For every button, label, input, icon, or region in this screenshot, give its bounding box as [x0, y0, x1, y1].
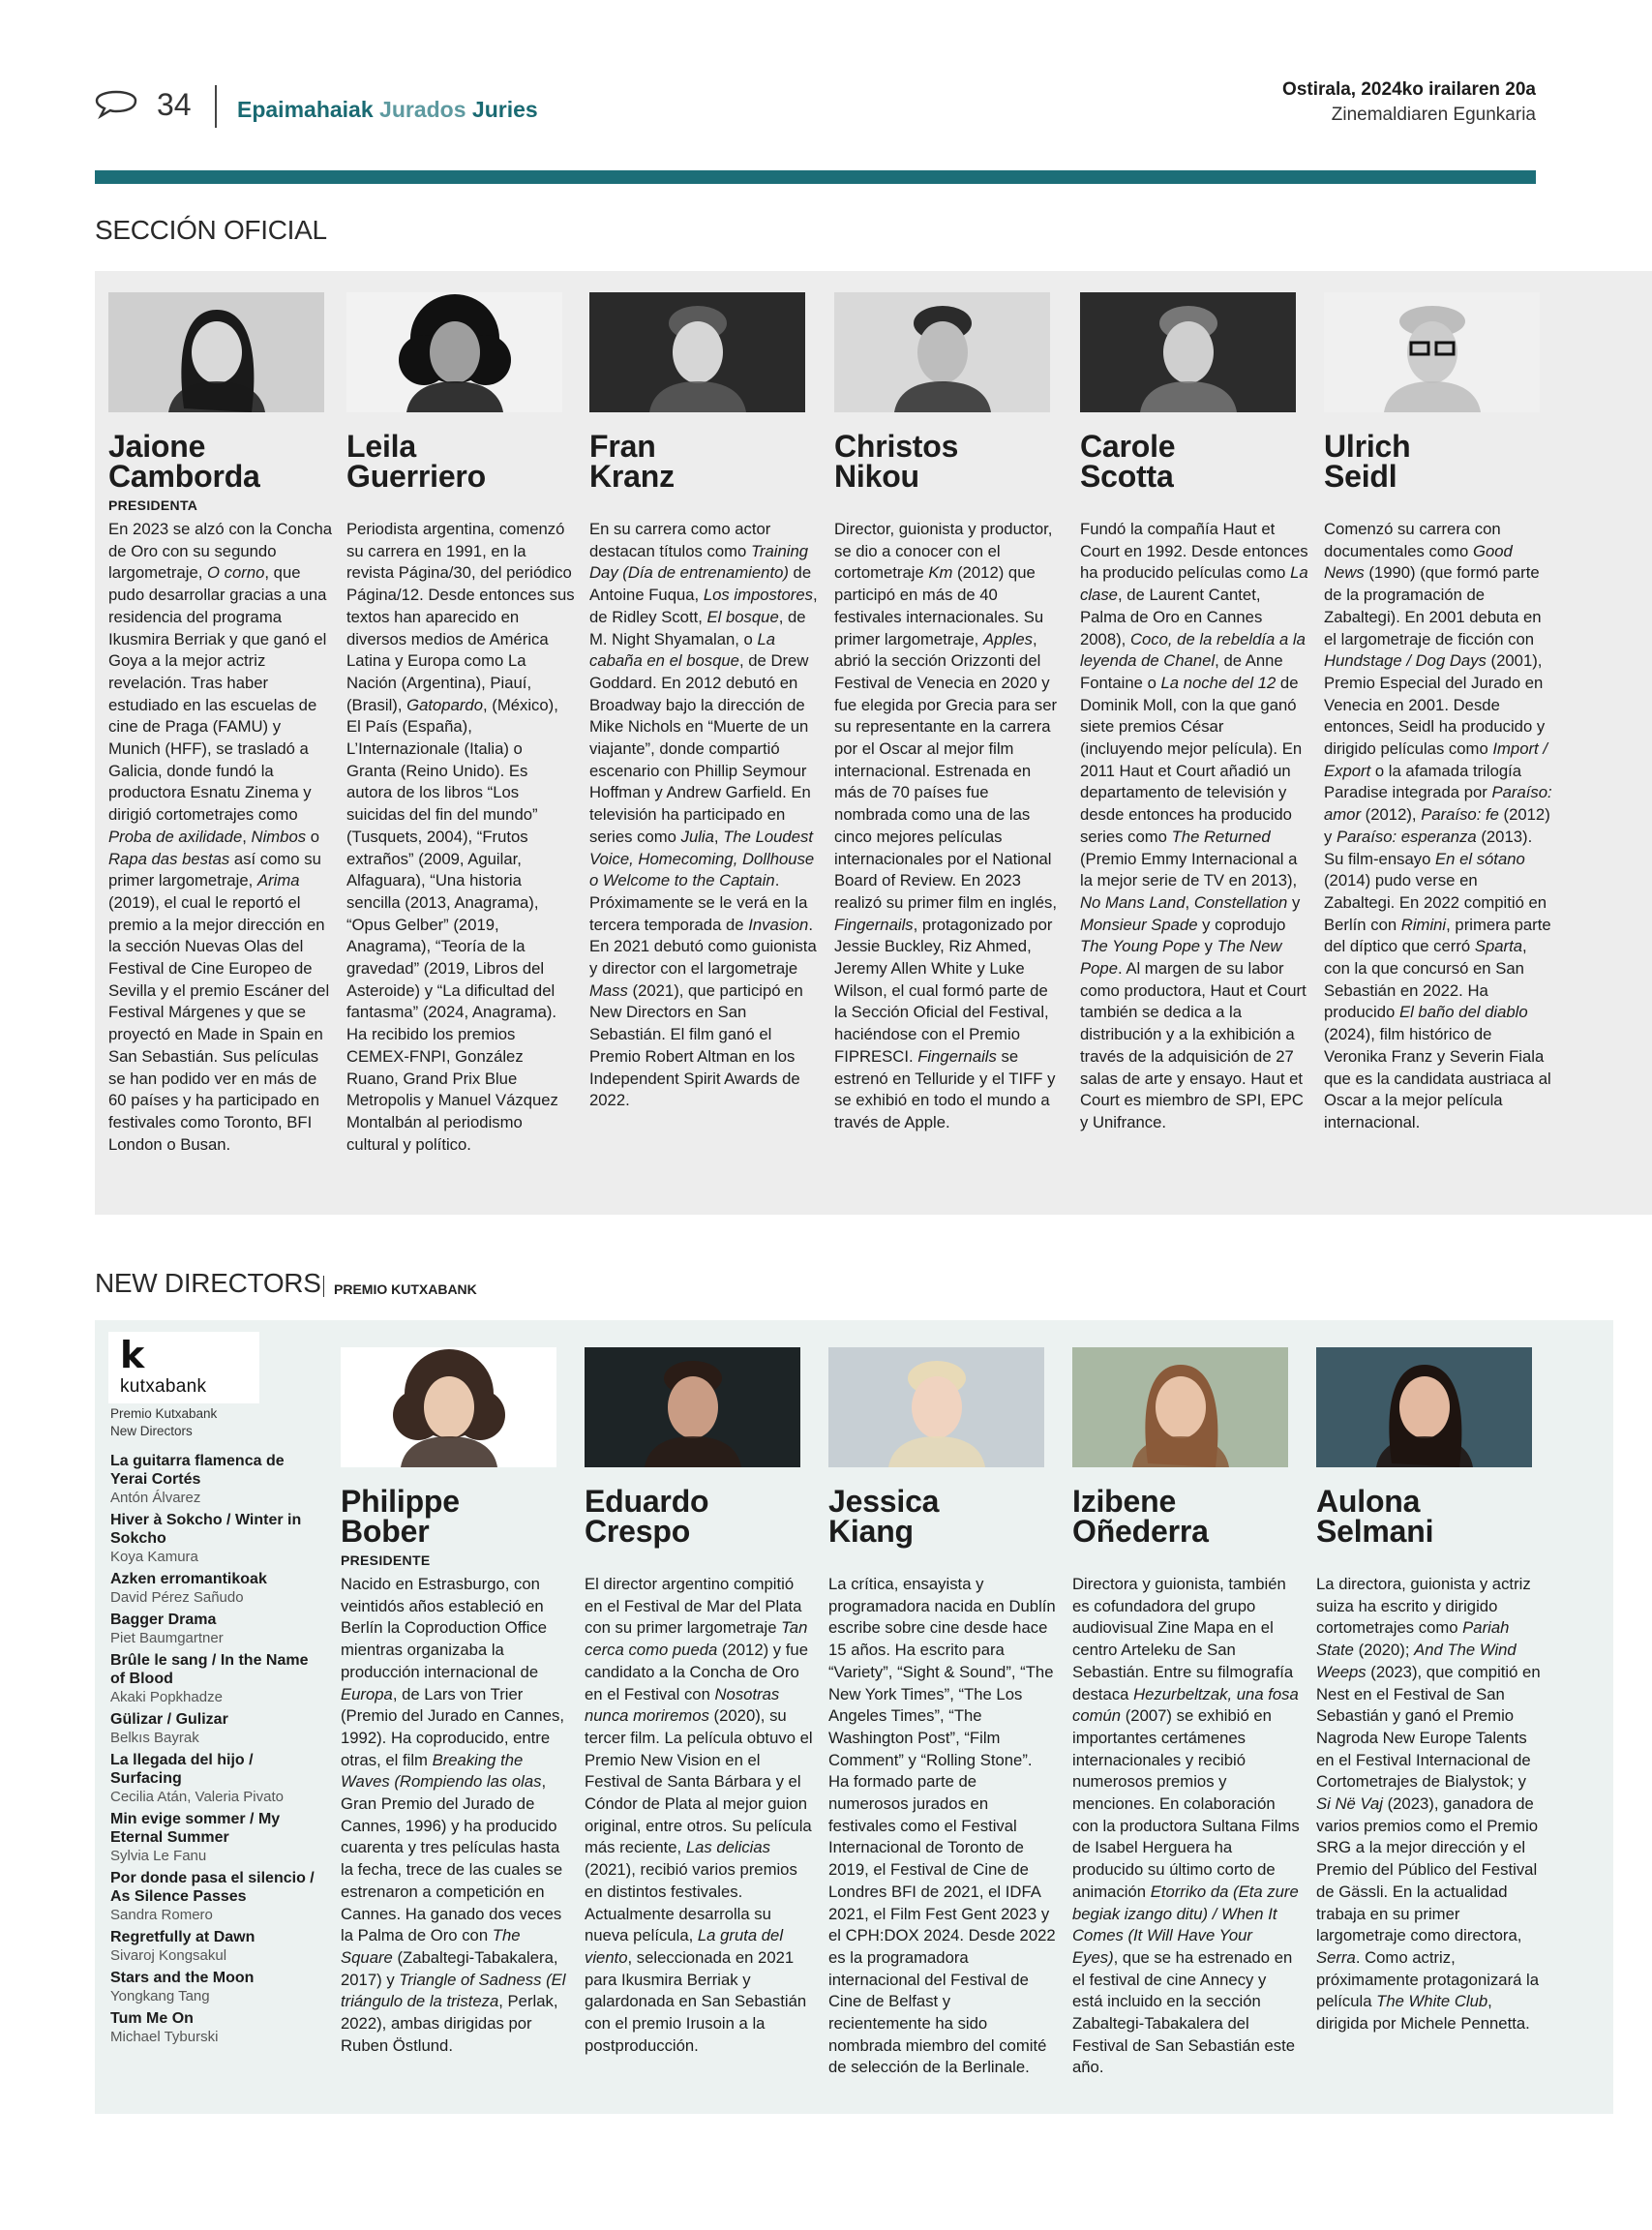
juror-card-kiang	[828, 1347, 1057, 2079]
juror-last-name: Seidl	[1324, 459, 1397, 494]
juror-last-name: Scotta	[1080, 459, 1174, 494]
juror-role: PRESIDENTE	[341, 1552, 431, 1568]
film-director: Sandra Romero	[110, 1907, 213, 1923]
film-director: Sivaroj Kongsakul	[110, 1947, 227, 1964]
juror-bio: El director argentino compitió en el Festival de Mar del Plata con su primer largometraje Tan cerca como pueda (2012) y fue candidato a la Concha de Oro en el Festival con Nosotras nunca moriremos (2020), su tercer film. La película obtuvo el Premio New Vision en el Festival de Santa Bárbara y el Cóndor de Plata al mejor guion original, entre otros. Su película más reciente, Las delicias (2021), recibió varios premios en distintos festivales. Actualmente desarrolla su nueva película, La gruta del viento, seleccionada en 2021 para Ikusmira Berriak y galardonada en San Sebastián con el premio Irusoin a la postproducción.	[585, 1575, 813, 2055]
kutxabank-k-icon: k	[120, 1334, 145, 1376]
juror-photo	[1316, 1347, 1532, 1467]
juror-last-name: Guerriero	[346, 459, 487, 494]
film-title: Bagger Drama	[110, 1612, 217, 1628]
juror-photo	[1072, 1347, 1288, 1467]
juror-photo	[1324, 292, 1540, 412]
portrait-photo	[346, 292, 562, 412]
film-item	[110, 1570, 318, 1607]
juror-bio: Fundó la compañía Haut et Court en 1992. Desde entonces ha producido películas como La clase, de Laurent Cantet, Palma de Oro en Cannes 2008), Coco, de la rebeldía a la leyenda de Chanel, de Anne Fontaine o La noche del 12 de Dominik Moll, con la que ganó siete premios César (incluyendo mejor película). En 2011 Haut et Court añadió un departamento de televisión y desde entonces ha producido series como The Returned (Premio Emmy Internacional a la mejor serie de TV en 2013), No Mans Land, Constellation y Monsieur Spade y coprodujo The Young Pope y The New Pope. Al margen de su labor como productora, Haut et Court también se dedica a la distribución y a la exhibición a través de la adquisición de 27 salas de arte y ensayo. Haut et Court es miembro de SPI, EPC y Unifrance.	[1080, 520, 1308, 1131]
juror-first-name: Jaione	[108, 429, 206, 464]
section-label-en: Juries	[471, 97, 538, 122]
film-title: Regretfully at Dawn	[110, 1929, 255, 1945]
juror-card-guerriero	[346, 292, 575, 1156]
juror-bio: En 2023 se alzó con la Concha de Oro con su segundo largometraje, O corno, que pudo desarrollar gracias a una residencia del programa Ikusmira Berriak y que ganó el Goya a la mejor actriz revelación. Tras haber estudiado en las escuelas de cine de Praga (FAMU) y Munich (HFF), se trasladó a Galicia, donde fundó la productora Esnatu Zinema y dirigió cortometrajes como Proba de axilidade, Nimbos o Rapa das bestas así como su primer largometraje, Arima (2019), el cual le reportó el premio a la mejor dirección en la sección Nuevas Olas del Festival de Cine Europeo de Sevilla y el premio Escáner del Festival Márgenes y que se proyectó en Made in Spain en San Sebastián. Sus películas se han podido ver en más de 60 países y ha participado en festivales como Toronto, BFI London o Busan.	[108, 520, 333, 1154]
juror-first-name: Jessica	[828, 1484, 940, 1519]
issue-date: Ostirala, 2024ko irailaren 20a	[1282, 79, 1536, 100]
sponsor-caption-line-1: Premio Kutxabank	[110, 1406, 218, 1421]
juror-name	[1080, 429, 1308, 494]
new-directors-title: NEW DIRECTORS	[95, 1268, 321, 1298]
juror-last-name: Selmani	[1316, 1514, 1434, 1549]
new-directors-separator	[323, 1276, 324, 1297]
juror-name	[828, 1484, 1057, 1549]
juror-photo	[834, 292, 1050, 412]
juror-photo	[828, 1347, 1044, 1467]
juror-first-name: Christos	[834, 429, 959, 464]
portrait-photo	[834, 292, 1050, 412]
film-item	[110, 1710, 318, 1747]
juror-first-name: Fran	[589, 429, 656, 464]
page-number: 34	[157, 87, 192, 122]
juror-bio: La crítica, ensayista y programadora nacida en Dublín escribe sobre cine desde hace 15 años. Ha escrito para “Variety”, “Sight & Sound”, “The New York Times”, “The Los Angeles Times”, “The Washington Post”, “Film Comment” y “Rolling Stone”. Ha formado parte de numerosos jurados en festivales como el Festival Internacional de Toronto de 2019, el Festival de Cine de Londres BFI de 2021, el IDFA 2021, el Film Fest Gent 2023 y el CPH:DOX 2024. Desde 2022 es la programadora internacional del Festival de Cine de Belfast y recientemente ha sido nombrada miembro del comité de selección de la Berlinale.	[828, 1575, 1056, 2077]
film-title: Stars and the Moon	[110, 1970, 255, 1986]
section-label-es: Jurados	[379, 97, 466, 122]
juror-card-seidl	[1324, 292, 1552, 1134]
juror-last-name: Kiang	[828, 1514, 914, 1549]
film-item	[110, 1928, 318, 1965]
portrait-photo	[589, 292, 805, 412]
juror-first-name: Ulrich	[1324, 429, 1411, 464]
juror-last-name: Nikou	[834, 459, 919, 494]
juror-first-name: Carole	[1080, 429, 1176, 464]
juror-name	[834, 429, 1063, 494]
juror-first-name: Eduardo	[585, 1484, 709, 1519]
juror-name	[341, 1484, 569, 1549]
juror-name	[346, 429, 575, 494]
section-label	[237, 97, 538, 123]
film-item	[110, 1869, 318, 1924]
official-section-title: SECCIÓN OFICIAL	[95, 215, 327, 245]
juror-last-name: Bober	[341, 1514, 430, 1549]
juror-name	[1316, 1484, 1545, 1549]
juror-first-name: Aulona	[1316, 1484, 1421, 1519]
juror-bio: En su carrera como actor destacan títulos como Training Day (Día de entrenamiento) de Antoine Fuqua, Los impostores, de Ridley Scott, El bosque, de M. Night Shyamalan, o La cabaña en el bosque, de Drew Goddard. En 2012 debutó en Broadway bajo la dirección de Mike Nichols en “Muerte de un viajante”, donde compartió escenario con Phillip Seymour Hoffman y Andrew Garfield. En televisión ha participado en series como Julia, The Loudest Voice, Homecoming, Dollhouse o Welcome to the Captain. Próximamente se le verá en la tercera temporada de Invasion. En 2021 debutó como guionista y director con el largometraje Mass (2021), que participó en New Directors en San Sebastián. El film ganó el Premio Robert Altman en los Independent Spirit Awards de 2022.	[589, 520, 818, 1110]
film-director: Belkıs Bayrak	[110, 1730, 199, 1746]
film-item	[110, 1611, 318, 1647]
film-item	[110, 1452, 318, 1507]
juror-photo	[1080, 292, 1296, 412]
portrait-photo	[1080, 292, 1296, 412]
juror-bio: Comenzó su carrera con documentales como Good News (1990) (que formó parte de la programación de Zabaltegi). En 2001 debuta en el largometraje de ficción con Hundstage / Dog Days (2001), Premio Especial del Jurado en Venecia en 2001. Desde entonces, Seidl ha producido y dirigido películas como Import / Export o la afamada trilogía Paradise integrada por Paraíso: amor (2012), Paraíso: fe (2012) y Paraíso: esperanza (2013). Su film-ensayo En el sótano (2014) pudo verse en Zabaltegi. En 2022 compitió en Berlín con Rimini, primera parte del díptico que cerró Sparta, con la que concursó en San Sebastián en 2022. Ha producido El baño del diablo (2024), film histórico de Veronika Franz y Severin Fiala que es la candidata austriaca al Oscar a la mejor película internacional.	[1324, 520, 1552, 1131]
juror-card-bober	[341, 1347, 569, 2057]
juror-photo	[341, 1347, 556, 1467]
portrait-photo	[1316, 1347, 1532, 1467]
film-title: Azken erromantikoak	[110, 1571, 267, 1587]
juror-last-name: Oñederra	[1072, 1514, 1209, 1549]
section-label-eu: Epaimahaiak	[237, 97, 374, 122]
film-title: Brûle le sang / In the Name of Blood	[110, 1652, 309, 1687]
film-director: Koya Kamura	[110, 1549, 198, 1565]
juror-name	[1324, 429, 1552, 494]
film-item	[110, 1651, 318, 1706]
portrait-photo	[828, 1347, 1044, 1467]
film-item	[110, 2009, 318, 2046]
juror-bio: Nacido en Estrasburgo, con veintidós años estableció en Berlín la Coproduction Office mientras organizaba la producción internacional de Europa, de Lars von Trier (Premio del Jurado en Cannes, 1992). Ha coproducido, entre otras, el film Breaking the Waves (Rompiendo las olas, Gran Premio del Jurado de Cannes, 1996) y ha producido cuarenta y tres películas hasta la fecha, trece de las cuales se estrenaron a competición en Cannes. Ha ganado dos veces la Palma de Oro con The Square (Zabaltegi-Tabakalera, 2017) y Triangle of Sadness (El triángulo de la tristeza, Perlak, 2022), ambas dirigidas por Ruben Östlund.	[341, 1575, 566, 2055]
film-title: La guitarra flamenca de Yerai Cortés	[110, 1453, 285, 1488]
juror-card-onederra	[1072, 1347, 1301, 2079]
film-item	[110, 1810, 318, 1865]
film-director: Michael Tyburski	[110, 2029, 219, 2045]
portrait-photo	[585, 1347, 800, 1467]
film-title: Min evige sommer / My Eternal Summer	[110, 1811, 281, 1846]
header-separator	[215, 85, 217, 128]
juror-card-selmani	[1316, 1347, 1545, 2035]
juror-bio: Periodista argentina, comenzó su carrera en 1991, en la revista Página/30, del periódico Página/12. Desde entonces sus textos han aparecido en diversos medios de América Latina y Europa como La Nación (Argentina), Piauí, (Brasil), Gatopardo, (México), El País (España), L’Internazionale (Italia) o Granta (Reino Unido). Es autora de los libros “Los suicidas del fin del mundo” (Tusquets, 2004), “Frutos extraños” (2009, Aguilar, Alfaguara), “Una historia sencilla (2013, Anagrama), “Opus Gelber” (2019, Anagrama), “Teoría de la gravedad” (2019, Libros del Asteroide) y “La dificultad del fantasma” (2024, Anagrama). Ha recibido los premios CEMEX-FNPI, González Ruano, Grand Prix Blue Metropolis y Manuel Vázquez Montalbán al periodismo cultural y político.	[346, 520, 575, 1154]
juror-card-scotta	[1080, 292, 1308, 1134]
film-title: Gülizar / Gulizar	[110, 1711, 228, 1728]
film-item	[110, 1969, 318, 2005]
film-title: Hiver à Sokcho / Winter in Sokcho	[110, 1512, 302, 1547]
portrait-photo	[1072, 1347, 1288, 1467]
juror-bio: Directora y guionista, también es cofundadora del grupo audiovisual Zine Mapa en el centro Arteleku de San Sebastián. Entre su filmografía destaca Hezurbeltzak, una fosa común (2007) se exhibió en importantes certámenes internacionales y recibió numerosos premios y menciones. En colaboración con la productora Sultana Films de Isabel Herguera ha producido su último corto de animación Etorriko da (Eta zure begiak izango ditu) / When It Comes (It Will Have Your Eyes), que se ha estrenado en el festival de cine Annecy y está incluido en la sección Zabaltegi-Tabakalera del Festival de San Sebastián este año.	[1072, 1575, 1300, 2077]
juror-last-name: Crespo	[585, 1514, 691, 1549]
film-director: Piet Baumgartner	[110, 1630, 224, 1646]
juror-card-camborda	[108, 292, 337, 1156]
film-title: Por donde pasa el silencio / As Silence Passes	[110, 1870, 315, 1905]
film-title: Tum Me On	[110, 2010, 194, 2027]
juror-name	[108, 429, 337, 494]
juror-first-name: Izibene	[1072, 1484, 1177, 1519]
film-director: Sylvia Le Fanu	[110, 1848, 207, 1864]
film-item	[110, 1751, 318, 1806]
juror-name	[1072, 1484, 1301, 1549]
juror-first-name: Philippe	[341, 1484, 460, 1519]
film-list	[110, 1452, 318, 2050]
juror-photo	[589, 292, 805, 412]
kutxabank-wordmark: kutxabank	[120, 1376, 207, 1397]
film-director: Yongkang Tang	[110, 1988, 210, 2004]
new-directors-subtitle: PREMIO KUTXABANK	[334, 1281, 477, 1297]
juror-name	[585, 1484, 813, 1549]
film-director: Antón Álvarez	[110, 1490, 201, 1506]
film-item	[110, 1511, 318, 1566]
juror-last-name: Kranz	[589, 459, 675, 494]
film-director: Akaki Popkhadze	[110, 1689, 223, 1705]
portrait-photo	[108, 292, 324, 412]
juror-card-kranz	[589, 292, 818, 1112]
speech-bubble-icon	[93, 83, 139, 122]
film-title: La llegada del hijo / Surfacing	[110, 1752, 254, 1787]
juror-photo	[108, 292, 324, 412]
film-director: Cecilia Atán, Valeria Pivato	[110, 1789, 284, 1805]
newspaper-name: Zinemaldiaren Egunkaria	[1331, 105, 1536, 125]
header-rule	[95, 170, 1536, 184]
portrait-photo	[1324, 292, 1540, 412]
juror-first-name: Leila	[346, 429, 416, 464]
portrait-photo	[341, 1347, 556, 1467]
film-director: David Pérez Sañudo	[110, 1589, 244, 1606]
juror-photo	[346, 292, 562, 412]
juror-role: PRESIDENTA	[108, 497, 198, 513]
sponsor-caption-line-2: New Directors	[110, 1424, 193, 1438]
kutxabank-logo	[108, 1332, 259, 1403]
juror-photo	[585, 1347, 800, 1467]
juror-bio: La directora, guionista y actriz suiza ha escrito y dirigido cortometrajes como Pariah State (2020); And The Wind Weeps (2023), que compitió en Nest en el Festival de San Sebastián y ganó el Premio Nagroda New Europe Talents en el Festival Internacional de Cortometrajes de Bialystok; y Si Në Vaj (2023), ganadora de varios premios como el Premio SRG a la mejor dirección y el Premio del Público del Festival de Gässli. En la actualidad trabaja en su primer largometraje como directora, Serra. Como actriz, próximamente protagonizará la película The White Club, dirigida por Michele Pennetta.	[1316, 1575, 1541, 2034]
juror-card-nikou	[834, 292, 1063, 1134]
juror-card-crespo	[585, 1347, 813, 2057]
juror-name	[589, 429, 818, 494]
juror-last-name: Camborda	[108, 459, 260, 494]
sponsor-caption	[110, 1405, 217, 1440]
juror-bio: Director, guionista y productor, se dio a conocer con el cortometraje Km (2012) que participó en más de 40 festivales internacionales. Su primer largometraje, Apples, abrió la sección Orizzonti del Festival de Venecia en 2020 y fue elegida por Grecia para ser su representante en la carrera por el Oscar al mejor film internacional. Estrenada en más de 70 países fue nombrada como una de las cinco mejores películas internacionales por el National Board of Review. En 2023 realizó su primer film en inglés, Fingernails, protagonizado por Jessie Buckley, Riz Ahmed, Jeremy Allen White y Luke Wilson, el cual formó parte de la Sección Oficial del Festival, haciéndose con el Premio FIPRESCI. Fingernails se estrenó en Telluride y el TIFF y se exhibió en todo el mundo a través de Apple.	[834, 520, 1058, 1131]
